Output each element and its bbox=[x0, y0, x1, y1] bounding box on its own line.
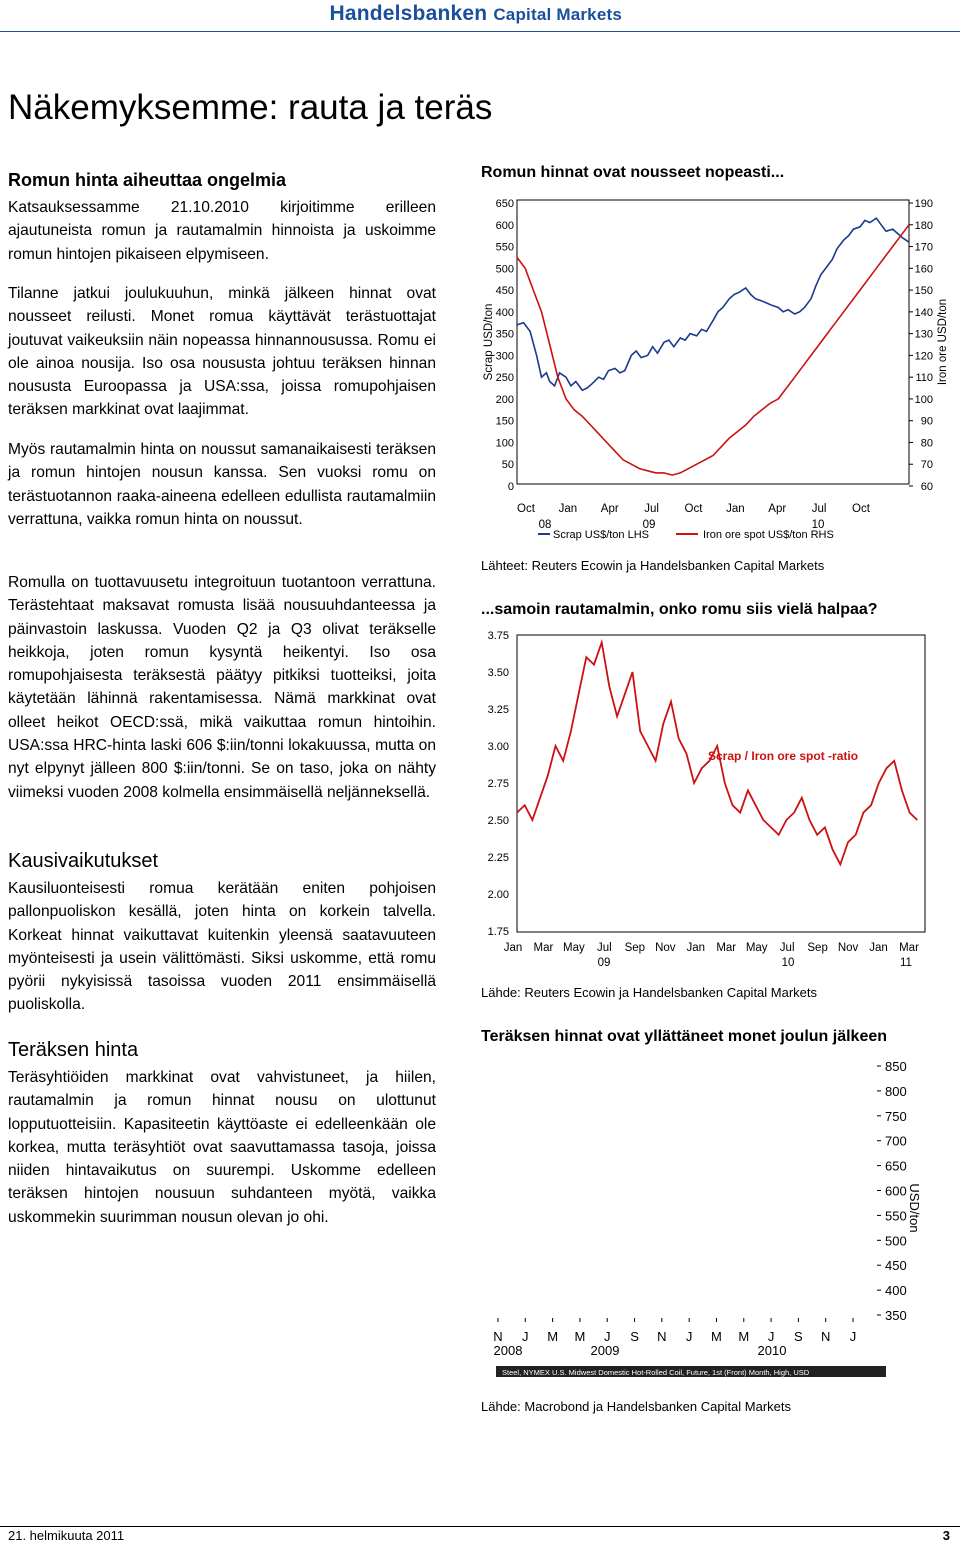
chart1-ytick-left: 550 bbox=[495, 241, 514, 254]
legend-scrap-label: Scrap US$/ton LHS bbox=[553, 529, 649, 541]
chart3-xtick: J bbox=[849, 1329, 857, 1344]
brand-sub: Capital Markets bbox=[493, 5, 622, 24]
chart2-xtick: Jul bbox=[779, 942, 795, 954]
chart3-ytick: 350 bbox=[885, 1308, 907, 1323]
paragraph-4: Romulla on tuottavuusetu integroituun tuotantoon verrattuna. Terästehtaat maksavat romusta lisää nousuuhdanteessa ja päinvastoin laskussa. Vuoden Q2 ja Q3 olivat teräkselle heikkoja, joten romun kysyntä heikentyi. Iso osa romupohjaisesta teräksestä päätyy pitkiksi tuotteiksi, joita käytetään lähinnä rakentamisessa. Nämä markkinat ovat olleet heikot OECD:ssä, mikä vaikuttaa romun hintoihin. USA:ssa HRC-hinta laski 606 $:iin/tonni lokakuussa, mutta on nyt elpynyt jälleen 800 $:iin/tonni. Se on taso, joka on nähty viimeksi vuoden 2008 kolmella ensimmäisellä neljänneksellä. bbox=[8, 574, 436, 801]
chart3-xtick: M bbox=[738, 1329, 750, 1344]
paragraph-3: Myös rautamalmin hinta on noussut samanaikaisesti teräksen ja romun hintojen nousun kanssa. Sen vuoksi romu on terästuotannon raaka-aineena edelleen edullista rautamalmiin verrattuna, vaikka romun hinta on noussut. bbox=[8, 441, 436, 528]
chart1-caption: Romun hinnat ovat nousseet nopeasti... bbox=[481, 164, 785, 181]
chart1-xtick: Oct bbox=[517, 503, 535, 515]
chart1-ylabel-right: Iron ore USD/ton bbox=[937, 298, 949, 386]
chart1-xtick: Oct bbox=[852, 503, 870, 515]
paragraph-1: Katsauksessamme 21.10.2010 kirjoitimme erilleen ajautuneista romun ja rautamalmin hinnoista ja uskoimme romun hintojen pikaiseen elpymiseen. bbox=[8, 199, 436, 263]
chart2-ytick: 2.50 bbox=[487, 815, 509, 827]
chart3-ytick: 500 bbox=[885, 1233, 907, 1249]
chart3-ytick: 600 bbox=[885, 1183, 907, 1199]
chart2-ytick: 2.25 bbox=[487, 852, 509, 864]
page-title: Näkemyksemme: rauta ja teräs bbox=[8, 88, 493, 127]
chart1-xtick: Oct bbox=[684, 503, 703, 515]
section-heading-seasonal: Kausivaikutukset bbox=[8, 850, 159, 872]
chart3-xtick: M bbox=[574, 1329, 586, 1344]
chart1-ytick-right: 110 bbox=[915, 372, 933, 385]
chart2-xtick: Jan bbox=[503, 942, 523, 954]
chart3-xyear: 2008 bbox=[493, 1343, 523, 1358]
chart3-ylabel-right: USD/ton bbox=[907, 1183, 922, 1233]
brand-name: Handelsbanken bbox=[329, 2, 488, 25]
chart2-ytick: 3.25 bbox=[487, 704, 509, 716]
chart1-ytick-right: 60 bbox=[920, 481, 933, 493]
chart3-legend-label: Steel, NYMEX U.S. Midwest Domestic Hot-Rolled Coil, Future, 1st (Front) Month, High, USD bbox=[502, 1368, 810, 1377]
chart3-xtick: J bbox=[767, 1329, 775, 1344]
chart1-ytick-left: 500 bbox=[495, 263, 514, 276]
chart2-plot-frame bbox=[517, 635, 925, 932]
chart1-ylabel-left: Scrap USD/ton bbox=[483, 303, 495, 381]
chart3-xtick: N bbox=[493, 1329, 503, 1344]
chart2-ytick: 2.75 bbox=[487, 778, 509, 790]
chart1-xtick: Jan bbox=[726, 503, 745, 515]
legend-ironore-label: Iron ore spot US$/ton RHS bbox=[703, 529, 834, 541]
chart2-xtick: Sep bbox=[807, 942, 828, 954]
chart2-ytick: 3.75 bbox=[487, 630, 509, 642]
chart2-ytick: 3.50 bbox=[487, 667, 509, 679]
chart1-ytick-left: 250 bbox=[495, 372, 514, 385]
chart1-ytick-right: 90 bbox=[920, 415, 933, 428]
chart1-ytick-right: 190 bbox=[914, 198, 933, 210]
brand-logo bbox=[329, 2, 622, 26]
chart1-ytick-left: 650 bbox=[495, 198, 514, 210]
chart2-xyear: 09 bbox=[597, 957, 611, 969]
chart3-xtick: J bbox=[685, 1329, 693, 1344]
chart3-xtick: J bbox=[522, 1329, 529, 1344]
footer-date: 21. helmikuuta 2011 bbox=[8, 1528, 125, 1543]
chart2-xtick: Mar bbox=[533, 942, 554, 954]
footer-rule bbox=[0, 1526, 960, 1527]
chart2-xtick: May bbox=[563, 942, 585, 954]
chart1-ytick-right: 70 bbox=[920, 459, 933, 472]
chart2-xtick: Nov bbox=[655, 942, 676, 954]
chart1-xyear: 10 bbox=[811, 519, 825, 531]
chart1-ytick-right: 160 bbox=[914, 263, 933, 276]
chart1-ytick-right: 170 bbox=[914, 241, 933, 254]
chart2-xtick: Jan bbox=[686, 942, 706, 954]
chart1-ytick-left: 350 bbox=[495, 328, 514, 341]
chart2-xtick: May bbox=[745, 942, 768, 954]
chart3-ytick: 450 bbox=[885, 1258, 907, 1274]
chart3-ytick: 700 bbox=[885, 1133, 907, 1149]
chart1-ytick-right: 180 bbox=[914, 219, 933, 232]
chart3-xyear: 2009 bbox=[590, 1343, 620, 1358]
chart1-xyear: 09 bbox=[642, 519, 656, 531]
chart2-ratio bbox=[478, 625, 938, 975]
chart1-source: Lähteet: Reuters Ecowin ja Handelsbanken Capital Markets bbox=[481, 558, 825, 573]
paragraph-6: Teräsyhtiöiden markkinat ovat vahvistuneet, ja hiilen, rautamalmin ja romun hinnat nousu on ulottunut lopputuotteisiin. Kapasiteetin käyttöaste ei edelleenkään ole korkea, mutta teräsyhtiöt ovat saavuttamassa tasoja, joissa niiden hintavaikutus on suurempi. Uskomme edelleen teräksen hintojen nousuun suhdanteen myötä, vaikka uskommekin suurimman nousun olevan jo ohi. bbox=[8, 1069, 436, 1226]
header-rule bbox=[0, 31, 960, 32]
section-heading-steel: Teräksen hinta bbox=[8, 1039, 139, 1061]
chart3-ytick: 650 bbox=[885, 1158, 907, 1174]
chart2-xtick: Sep bbox=[624, 942, 646, 954]
chart1-xyear: 08 bbox=[538, 519, 552, 531]
chart1-ytick-left: 200 bbox=[495, 393, 514, 406]
chart2-xtick: Jan bbox=[869, 942, 888, 954]
chart3-caption: Teräksen hinnat ovat yllättäneet monet joulun jälkeen bbox=[481, 1028, 888, 1045]
chart2-xtick: Jul bbox=[597, 942, 612, 954]
chart2-ytick: 1.75 bbox=[487, 926, 509, 938]
chart1-scrap-ironore bbox=[478, 188, 960, 550]
chart2-ytick: 2.00 bbox=[487, 889, 509, 901]
paragraph-2: Tilanne jatkui joulukuuhun, minkä jälkeen hinnat ovat nousseet reilusti. Monet romua käyttävät terästuottajat joutuvat vaikeuksiin näin nopeassa hinnannousussa. Romu ei ole ainoa nousija. Iso osa noususta johtuu teräksen hinnan noususta Euroopassa ja USA:ssa, joissa romupohjaisen teräksen markkinat ovat laajimmat. bbox=[8, 285, 436, 419]
chart1-ytick-right: 100 bbox=[914, 393, 933, 406]
chart1-ytick-right: 150 bbox=[914, 285, 933, 298]
chart3-xtick: N bbox=[820, 1329, 831, 1344]
section-heading-scrap: Romun hinta aiheuttaa ongelmia bbox=[8, 170, 287, 190]
chart1-ytick-left: 600 bbox=[495, 219, 514, 232]
chart1-ytick-left: 50 bbox=[501, 459, 514, 472]
chart1-ytick-left: 150 bbox=[495, 415, 514, 428]
chart1-ytick-right: 140 bbox=[914, 306, 933, 319]
chart3-source: Lähde: Macrobond ja Handelsbanken Capital Markets bbox=[481, 1399, 792, 1414]
chart3-ytick: 800 bbox=[885, 1083, 907, 1099]
paragraph-5: Kausiluonteisesti romua kerätään eniten pohjoisen pallonpuoliskon kesällä, joten hinta on korkein talvella. Korkeat hinnat vaikuttavat kuitenkin yleensä saatavuuteen myönteisesti ja usein välittömästi. Siksi uskomme, että romu pyörii nykyisissä tasoissa vuoden 2011 ensimmäisellä puoliskolla. bbox=[8, 880, 436, 1014]
chart3-xtick: N bbox=[657, 1329, 667, 1344]
chart1-ytick-left: 100 bbox=[495, 437, 514, 450]
chart3-xtick: M bbox=[547, 1329, 559, 1344]
chart2-source: Lähde: Reuters Ecowin ja Handelsbanken Capital Markets bbox=[481, 985, 818, 1000]
chart1-xtick: Jan bbox=[558, 503, 578, 515]
chart1-ytick-left: 300 bbox=[495, 350, 514, 363]
chart2-caption: ...samoin rautamalmin, onko romu siis vielä halpaa? bbox=[481, 601, 878, 618]
chart1-xtick: Apr bbox=[768, 503, 787, 515]
chart2-xtick: Mar bbox=[899, 942, 919, 954]
chart1-plot-frame bbox=[517, 200, 909, 484]
chart3-xtick: S bbox=[794, 1329, 803, 1344]
chart2-xyear: 11 bbox=[900, 957, 912, 969]
page-number: 3 bbox=[942, 1528, 950, 1543]
chart2-xtick: Nov bbox=[837, 942, 859, 954]
chart1-ytick-left: 450 bbox=[495, 285, 514, 298]
chart1-ytick-left: 400 bbox=[495, 306, 514, 319]
chart3-xtick: S bbox=[630, 1329, 639, 1344]
chart2-xyear: 10 bbox=[781, 957, 795, 969]
chart1-ytick-right: 130 bbox=[914, 328, 933, 341]
chart1-ytick-right: 120 bbox=[914, 350, 933, 363]
chart1-ytick-left: 0 bbox=[507, 481, 514, 493]
chart1-xtick: Apr bbox=[600, 503, 619, 515]
chart3-xtick: J bbox=[603, 1329, 611, 1344]
chart3-ytick: 550 bbox=[885, 1208, 907, 1224]
chart3-xtick: M bbox=[711, 1329, 722, 1344]
chart3-ytick: 750 bbox=[885, 1108, 907, 1124]
chart2-xtick: Mar bbox=[716, 942, 737, 954]
chart1-xtick: Jul bbox=[644, 503, 659, 515]
chart3-ytick: 400 bbox=[885, 1283, 907, 1299]
chart3-xyear: 2010 bbox=[757, 1343, 787, 1358]
chart3-steel bbox=[478, 1050, 948, 1395]
chart3-ytick: 850 bbox=[885, 1059, 907, 1074]
chart1-ytick-right: 80 bbox=[920, 437, 933, 450]
chart2-ytick: 3.00 bbox=[487, 741, 509, 753]
chart2-annotation: Scrap / Iron ore spot -ratio bbox=[708, 749, 859, 763]
series-ironore-line bbox=[517, 225, 909, 475]
chart1-xtick: Jul bbox=[811, 503, 827, 515]
